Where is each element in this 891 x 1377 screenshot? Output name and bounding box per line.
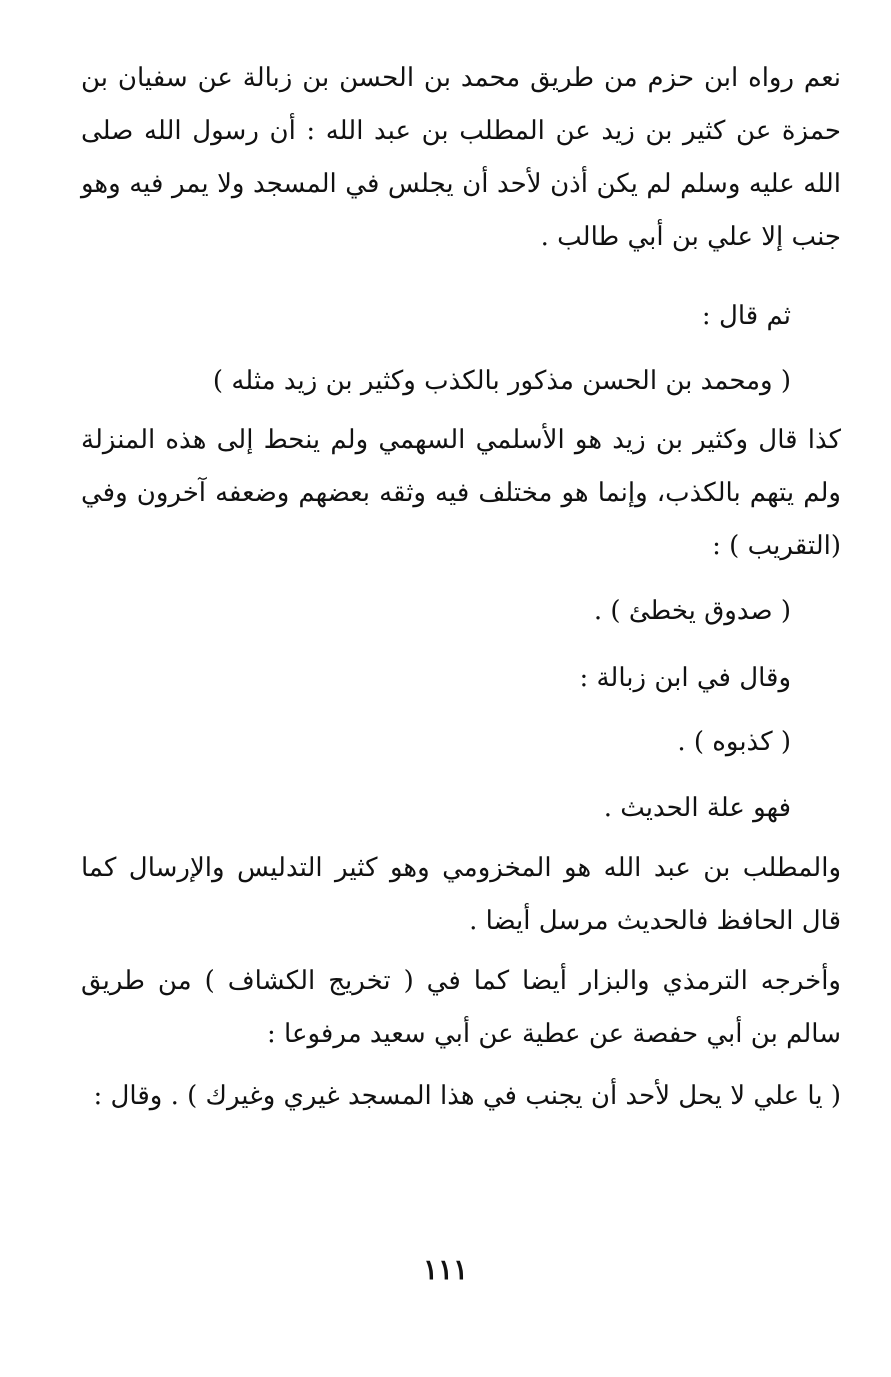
quote-saduq-yukhti: ( صدوق يخطئ ) .: [593, 596, 791, 626]
paragraph-ibn-hazm-narration: نعم رواه ابن حزم من طريق محمد بن الحسن بن زبالة عن سفيان بن حمزة عن كثير بن زيد عن المطلب بن عبد الله : أن رسول الله صلى الله عليه وسلم لم يكن أذن لأحد أن يجلس في المسجد ولا يمر فيه وهو جنب إلا علي بن أبي طالب .: [81, 63, 841, 252]
paragraph-al-muttalib: والمطلب بن عبد الله هو المخزومي وهو كثير التدليس والإرسال كما قال الحافظ فالحديث مرسل أيضا .: [81, 853, 841, 936]
paragraph-then-said: ثم قال :: [701, 301, 791, 331]
quote-muhammad-bin-al-hasan: ( ومحمد بن الحسن مذكور بالكذب وكثير بن زيد مثله ): [212, 366, 791, 396]
page-number: ١١١: [422, 1253, 469, 1286]
quote-kadhdhabuh: ( كذبوه ) .: [677, 727, 791, 757]
paragraph-said-about-ibn-zubala: وقال في ابن زبالة :: [579, 663, 791, 693]
quote-ya-ali: ( يا علي لا يحل لأحد أن يجنب في هذا المسجد غيري وغيرك ) . وقال :: [93, 1081, 841, 1111]
paragraph-illat-al-hadith: فهو علة الحديث .: [603, 793, 791, 823]
paragraph-kathir-bin-zayd: كذا قال وكثير بن زيد هو الأسلمي السهمي ولم ينحط إلى هذه المنزلة ولم يتهم بالكذب، وإنما هو مختلف فيه وثقه بعضهم وضعفه آخرون وفي (التقريب ) :: [81, 425, 841, 561]
paragraph-tirmidhi-bazzar: وأخرجه الترمذي والبزار أيضا كما في ( تخريج الكشاف ) من طريق سالم بن أبي حفصة عن عطية عن أبي سعيد مرفوعا :: [81, 966, 841, 1049]
